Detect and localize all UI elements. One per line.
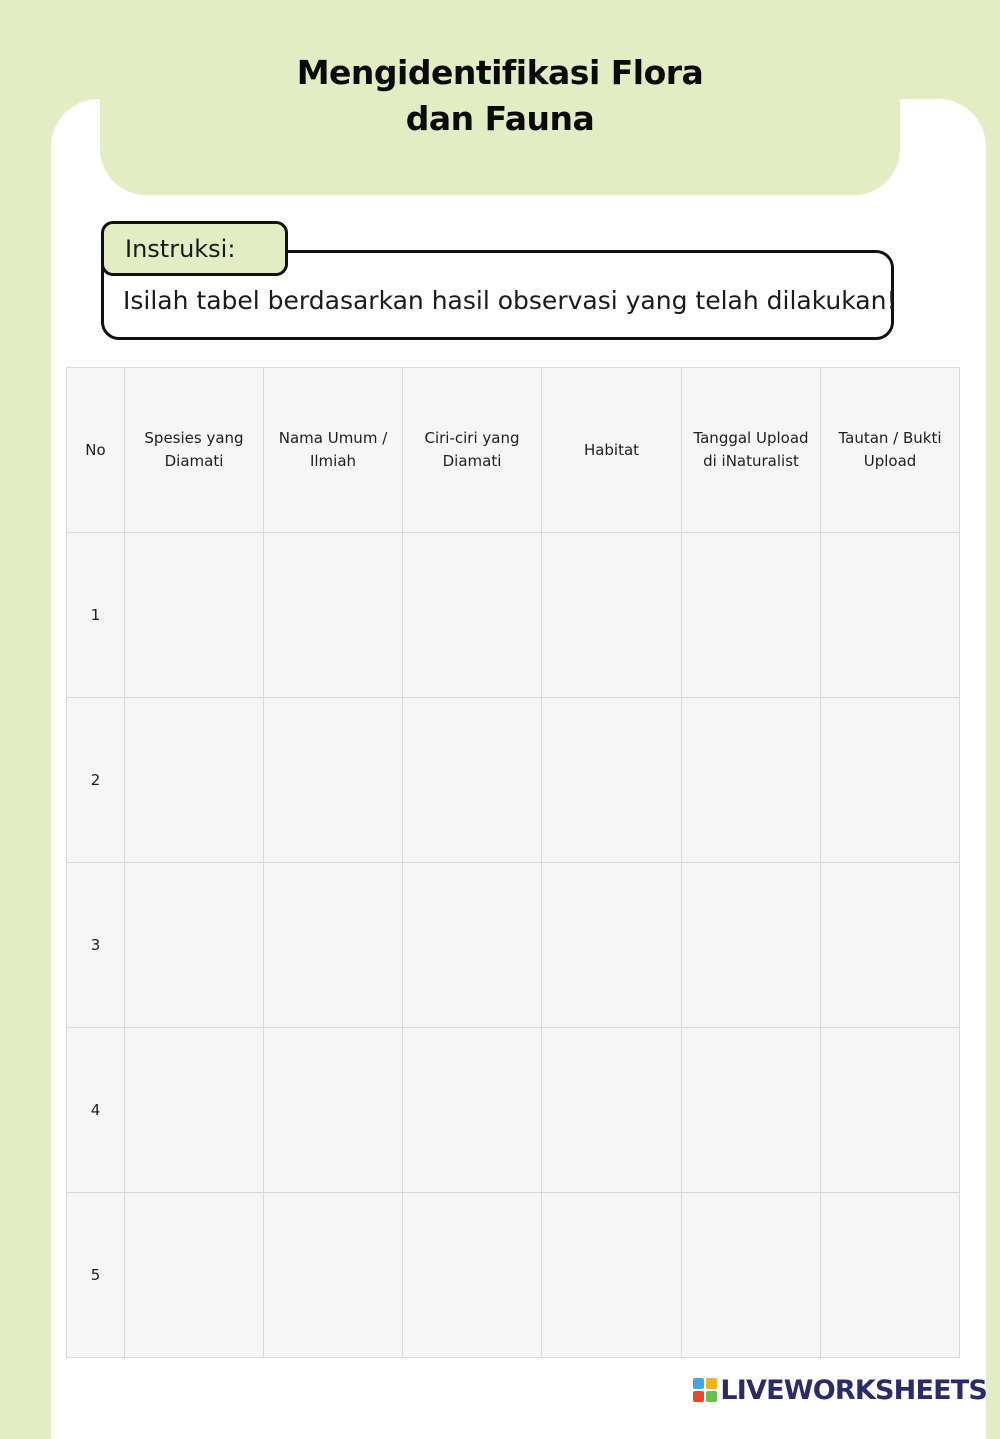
header-traits: Ciri-ciri yang Diamati <box>403 368 542 533</box>
name-cell[interactable] <box>264 1193 403 1358</box>
name-cell[interactable] <box>264 1028 403 1193</box>
upload-link-cell[interactable] <box>821 698 960 863</box>
table-row <box>67 698 960 863</box>
header-habitat: Habitat <box>542 368 682 533</box>
table-row <box>67 1193 960 1358</box>
upload-link-cell[interactable] <box>821 533 960 698</box>
liveworksheets-icon <box>693 1378 717 1402</box>
row-number: 4 <box>67 1028 125 1193</box>
traits-cell[interactable] <box>403 698 542 863</box>
upload-date-cell[interactable] <box>682 1193 821 1358</box>
logo-square-blue <box>693 1378 704 1389</box>
habitat-cell[interactable] <box>542 533 682 698</box>
header-no: No <box>67 368 125 533</box>
logo-square-red <box>693 1391 704 1402</box>
header-species: Spesies yang Diamati <box>125 368 264 533</box>
name-cell[interactable] <box>264 533 403 698</box>
species-cell[interactable] <box>125 1028 264 1193</box>
table-row <box>67 1028 960 1193</box>
instruction-text: Isilah tabel berdasarkan hasil observasi yang telah dilakukan! <box>123 286 897 315</box>
traits-cell[interactable] <box>403 863 542 1028</box>
traits-cell[interactable] <box>403 533 542 698</box>
upload-link-cell[interactable] <box>821 863 960 1028</box>
logo-square-green <box>706 1391 717 1402</box>
name-cell[interactable] <box>264 698 403 863</box>
habitat-cell[interactable] <box>542 1028 682 1193</box>
species-cell[interactable] <box>125 863 264 1028</box>
upload-date-cell[interactable] <box>682 863 821 1028</box>
table-row <box>67 533 960 698</box>
table-row <box>67 863 960 1028</box>
row-number: 5 <box>67 1193 125 1358</box>
row-number: 2 <box>67 698 125 863</box>
name-cell[interactable] <box>264 863 403 1028</box>
header-name: Nama Umum / Ilmiah <box>264 368 403 533</box>
instruction-label: Instruksi: <box>101 221 288 276</box>
row-number: 1 <box>67 533 125 698</box>
species-cell[interactable] <box>125 698 264 863</box>
header-upload-date: Tanggal Upload di iNaturalist <box>682 368 821 533</box>
table-header-row <box>67 368 960 533</box>
observation-table <box>66 367 960 1358</box>
upload-date-cell[interactable] <box>682 1028 821 1193</box>
logo-square-yellow <box>706 1378 717 1389</box>
habitat-cell[interactable] <box>542 698 682 863</box>
liveworksheets-wordmark: LIVEWORKSHEETS <box>720 1374 987 1406</box>
traits-cell[interactable] <box>403 1193 542 1358</box>
upload-date-cell[interactable] <box>682 533 821 698</box>
liveworksheets-logo <box>693 1373 987 1407</box>
traits-cell[interactable] <box>403 1028 542 1193</box>
title-line-1: Mengidentifikasi Flora <box>296 53 704 92</box>
species-cell[interactable] <box>125 533 264 698</box>
page-title <box>100 50 900 142</box>
species-cell[interactable] <box>125 1193 264 1358</box>
title-line-2: dan Fauna <box>405 99 595 138</box>
upload-link-cell[interactable] <box>821 1028 960 1193</box>
upload-date-cell[interactable] <box>682 698 821 863</box>
upload-link-cell[interactable] <box>821 1193 960 1358</box>
habitat-cell[interactable] <box>542 863 682 1028</box>
row-number: 3 <box>67 863 125 1028</box>
habitat-cell[interactable] <box>542 1193 682 1358</box>
header-upload-link: Tautan / Bukti Upload <box>821 368 960 533</box>
